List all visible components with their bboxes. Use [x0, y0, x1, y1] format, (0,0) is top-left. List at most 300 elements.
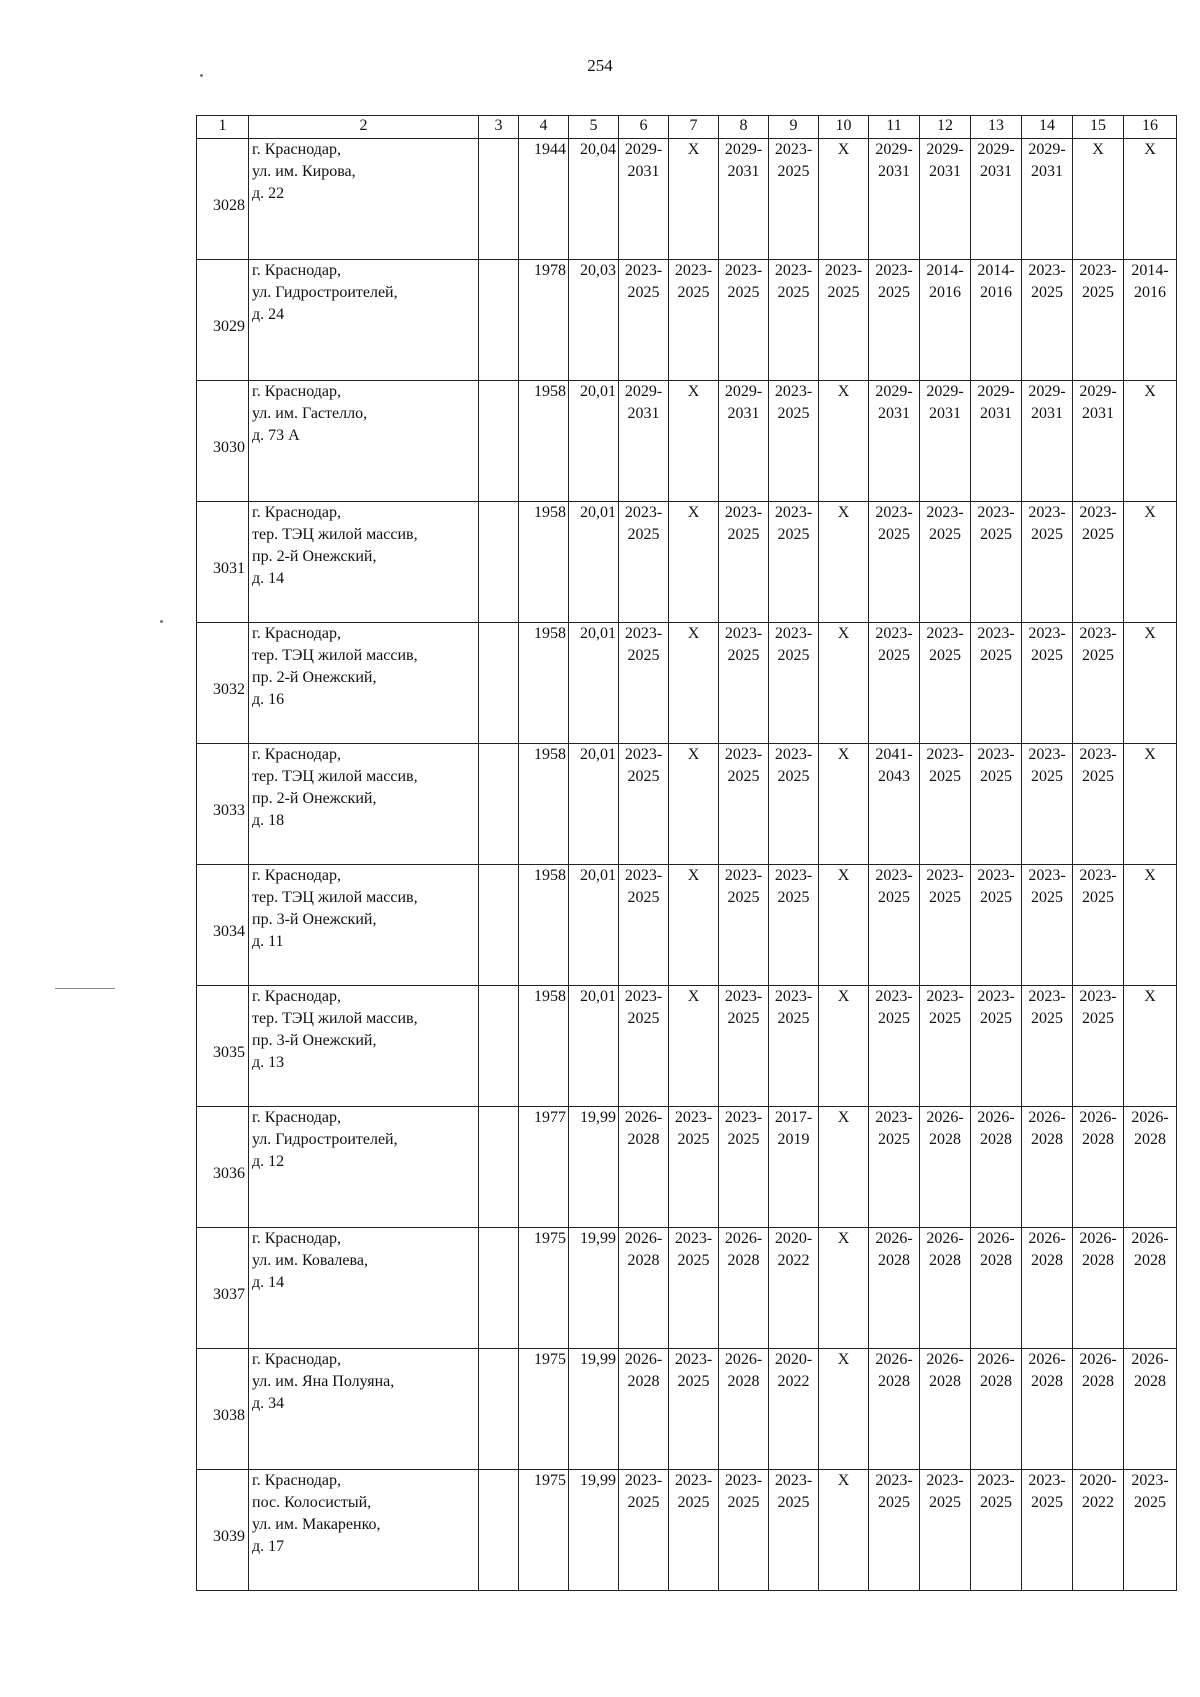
period-line: 2028: [1031, 1131, 1063, 1148]
period-line: 2023-: [674, 262, 713, 279]
period-cell: [1073, 623, 1124, 744]
table-row: [197, 1470, 1177, 1591]
period-line: 2023-: [1028, 867, 1066, 884]
period-cell: [1073, 986, 1124, 1107]
row-number: 3037: [197, 1228, 249, 1349]
period-line: 2025: [980, 768, 1012, 785]
address-line: ул. им. Макаренко,: [252, 1516, 381, 1533]
address-line: тер. ТЭЦ жилой массив,: [252, 768, 418, 785]
address-line: д. 22: [252, 185, 285, 202]
period-cell: [1022, 1228, 1073, 1349]
period-line: 2025: [777, 405, 810, 422]
row-number: 3032: [197, 623, 249, 744]
period-line: 2025: [777, 889, 810, 906]
period-line: 2028: [727, 1252, 760, 1269]
period-line: 2019: [777, 1131, 810, 1148]
period-cell: [1124, 744, 1177, 865]
period-line: 2026-: [1079, 1351, 1117, 1368]
period-line: 2025: [627, 889, 660, 906]
period-line: 2014-: [977, 262, 1015, 279]
period-line: Х: [687, 746, 700, 763]
period-line: 2023-: [875, 1472, 913, 1489]
period-line: 2025: [878, 1010, 910, 1027]
period-line: 2025: [980, 889, 1012, 906]
period-cell: [971, 986, 1022, 1107]
period-line: 2029-: [1028, 141, 1066, 158]
column-header: 11: [869, 116, 920, 139]
period-line: 2023-: [1079, 746, 1117, 763]
period-cell: [669, 381, 719, 502]
address-line: д. 17: [252, 1538, 285, 1555]
page-number: 254: [587, 56, 613, 75]
year-built-cell: 1958: [519, 865, 569, 986]
period-cell: [619, 1228, 669, 1349]
address-cell: [249, 139, 479, 260]
address-cell: [249, 1349, 479, 1470]
period-cell: [920, 260, 971, 381]
period-line: 2026-: [1131, 1230, 1169, 1247]
column-header: 12: [920, 116, 971, 139]
period-cell: [619, 1470, 669, 1591]
table-row: [197, 1228, 1177, 1349]
cell-col3: [479, 1470, 519, 1591]
period-line: Х: [1144, 504, 1156, 521]
period-cell: [669, 260, 719, 381]
address-line: пр. 2-й Онежский,: [252, 790, 377, 807]
period-line: 2023-: [1028, 746, 1066, 763]
period-line: 2023-: [624, 262, 663, 279]
period-line: 2029-: [977, 141, 1015, 158]
table-row: [197, 865, 1177, 986]
period-cell: [920, 381, 971, 502]
period-line: 2031: [1082, 405, 1114, 422]
address-cell: [249, 623, 479, 744]
period-line: 2031: [1031, 405, 1063, 422]
period-line: 2025: [727, 284, 760, 301]
period-line: 2026-: [926, 1109, 964, 1126]
period-line: 2025: [878, 526, 910, 543]
value-cell: 20,03: [569, 260, 619, 381]
period-cell: [719, 623, 769, 744]
period-cell: [1022, 1349, 1073, 1470]
period-cell: [1022, 1107, 1073, 1228]
column-header: 9: [769, 116, 819, 139]
period-line: 2020-: [1079, 1472, 1117, 1489]
period-line: 2026-: [1131, 1109, 1169, 1126]
period-cell: [920, 623, 971, 744]
period-line: 2031: [727, 163, 760, 180]
period-line: 2025: [777, 284, 810, 301]
period-cell: [920, 744, 971, 865]
period-line: 2020-: [774, 1351, 813, 1368]
period-cell: [920, 986, 971, 1107]
period-cell: [619, 865, 669, 986]
period-line: 2023-: [926, 504, 964, 521]
period-cell: [971, 1470, 1022, 1591]
row-number: 3039: [197, 1470, 249, 1591]
period-line: 2029-: [926, 141, 964, 158]
period-line: 2025: [878, 284, 910, 301]
period-line: 2023-: [977, 625, 1015, 642]
period-line: 2031: [980, 163, 1012, 180]
address-line: д. 16: [252, 691, 285, 708]
period-cell: [1022, 986, 1073, 1107]
period-line: 2014-: [926, 262, 964, 279]
cell-col3: [479, 623, 519, 744]
address-line: тер. ТЭЦ жилой массив,: [252, 526, 418, 543]
address-cell: [249, 260, 479, 381]
period-line: Х: [687, 867, 700, 884]
period-cell: [971, 1349, 1022, 1470]
period-cell: [1073, 260, 1124, 381]
period-line: 2025: [627, 1010, 660, 1027]
address-line: пос. Колосистый,: [252, 1494, 372, 1511]
period-line: 2023-: [724, 1109, 763, 1126]
period-line: 2029-: [624, 141, 663, 158]
address-line: д. 14: [252, 570, 285, 587]
period-line: Х: [837, 383, 850, 400]
period-line: 2025: [980, 647, 1012, 664]
period-cell: [819, 381, 869, 502]
period-cell: [619, 1107, 669, 1228]
period-cell: [920, 1228, 971, 1349]
address-line: г. Краснодар,: [252, 504, 341, 521]
period-line: 2029-: [977, 383, 1015, 400]
period-cell: [1022, 1470, 1073, 1591]
period-line: 2025: [1082, 1010, 1114, 1027]
period-line: 2025: [929, 768, 961, 785]
value-cell: 20,01: [569, 744, 619, 865]
period-line: 2025: [980, 1494, 1012, 1511]
address-line: ул. им. Гастелло,: [252, 405, 368, 422]
period-line: 2026-: [977, 1109, 1015, 1126]
period-line: 2026-: [926, 1230, 964, 1247]
period-line: 2026-: [875, 1351, 913, 1368]
address-line: д. 24: [252, 306, 285, 323]
period-cell: [769, 744, 819, 865]
column-header: 4: [519, 116, 569, 139]
address-line: тер. ТЭЦ жилой массив,: [252, 647, 418, 664]
period-cell: [769, 865, 819, 986]
period-line: 2025: [878, 889, 910, 906]
period-cell: [971, 139, 1022, 260]
year-built-cell: 1958: [519, 744, 569, 865]
period-cell: [819, 1228, 869, 1349]
value-cell: 19,99: [569, 1470, 619, 1591]
period-cell: [819, 1107, 869, 1228]
address-line: пр. 3-й Онежский,: [252, 1032, 377, 1049]
period-line: 2025: [1082, 889, 1114, 906]
period-line: 2025: [1031, 284, 1063, 301]
period-line: 2029-: [724, 383, 763, 400]
period-line: 2025: [929, 647, 961, 664]
period-line: 2023-: [724, 262, 763, 279]
value-cell: 20,01: [569, 381, 619, 502]
period-cell: [869, 744, 920, 865]
period-cell: [619, 986, 669, 1107]
period-cell: [769, 1228, 819, 1349]
period-line: 2025: [980, 1010, 1012, 1027]
period-line: 2026-: [977, 1230, 1015, 1247]
address-cell: [249, 1228, 479, 1349]
period-line: 2028: [1031, 1252, 1063, 1269]
row-number: 3033: [197, 744, 249, 865]
period-line: 2023-: [774, 141, 813, 158]
period-line: Х: [1144, 746, 1156, 763]
table-row: [197, 1107, 1177, 1228]
row-number: 3038: [197, 1349, 249, 1470]
column-header: 13: [971, 116, 1022, 139]
period-line: 2025: [627, 284, 660, 301]
period-line: 2023-: [724, 1472, 763, 1489]
period-cell: [920, 865, 971, 986]
year-built-cell: 1958: [519, 623, 569, 744]
period-cell: [669, 986, 719, 1107]
period-line: 2028: [980, 1131, 1012, 1148]
period-cell: [869, 381, 920, 502]
address-line: д. 73 А: [252, 427, 300, 444]
period-cell: [669, 1470, 719, 1591]
column-header: 7: [669, 116, 719, 139]
period-cell: [669, 865, 719, 986]
period-line: 2029-: [624, 383, 663, 400]
period-line: 2029-: [1028, 383, 1066, 400]
period-cell: [669, 1349, 719, 1470]
scan-margin-mark: [55, 988, 115, 989]
column-number-row: [197, 116, 1177, 139]
period-cell: [1073, 1228, 1124, 1349]
value-cell: 20,01: [569, 986, 619, 1107]
period-line: 2025: [677, 1131, 710, 1148]
period-line: 2023-: [774, 1472, 813, 1489]
period-cell: [719, 502, 769, 623]
period-line: 2026-: [624, 1351, 663, 1368]
table-row: [197, 623, 1177, 744]
column-header: 6: [619, 116, 669, 139]
address-line: ул. Гидростроителей,: [252, 1131, 398, 1148]
address-line: ул. Гидростроителей,: [252, 284, 398, 301]
period-cell: [719, 744, 769, 865]
period-cell: [869, 623, 920, 744]
period-line: 2025: [1082, 526, 1114, 543]
period-line: Х: [687, 141, 700, 158]
address-line: д. 11: [252, 933, 284, 950]
period-line: 2023-: [674, 1230, 713, 1247]
period-line: 2023-: [977, 1472, 1015, 1489]
period-line: 2029-: [926, 383, 964, 400]
period-line: 2023-: [624, 1472, 663, 1489]
period-cell: [1124, 1228, 1177, 1349]
period-cell: [819, 623, 869, 744]
period-line: 2023-: [774, 625, 813, 642]
period-line: 2023-: [724, 746, 763, 763]
period-cell: [1124, 381, 1177, 502]
period-line: 2026-: [624, 1109, 663, 1126]
table-row: [197, 744, 1177, 865]
period-line: 2031: [878, 163, 910, 180]
cell-col3: [479, 139, 519, 260]
period-cell: [971, 744, 1022, 865]
period-cell: [719, 865, 769, 986]
period-cell: [669, 1107, 719, 1228]
period-cell: [1073, 1470, 1124, 1591]
period-line: 2025: [777, 163, 810, 180]
period-line: 2026-: [1079, 1109, 1117, 1126]
period-line: 2016: [1134, 284, 1166, 301]
period-line: 2023-: [926, 625, 964, 642]
address-cell: [249, 744, 479, 865]
period-cell: [1124, 986, 1177, 1107]
period-cell: [1022, 139, 1073, 260]
period-line: 2028: [878, 1252, 910, 1269]
period-line: 2031: [1031, 163, 1063, 180]
period-line: Х: [837, 988, 850, 1005]
period-line: 2025: [827, 284, 860, 301]
period-cell: [1124, 1470, 1177, 1591]
period-cell: [920, 1470, 971, 1591]
period-line: 2028: [1134, 1373, 1166, 1390]
period-line: 2025: [777, 647, 810, 664]
period-line: 2026-: [1079, 1230, 1117, 1247]
value-cell: 20,01: [569, 865, 619, 986]
period-cell: [869, 139, 920, 260]
period-line: 2031: [929, 163, 961, 180]
period-line: 2025: [1082, 647, 1114, 664]
period-line: 2029-: [875, 141, 913, 158]
period-line: 2029-: [875, 383, 913, 400]
value-cell: 19,99: [569, 1349, 619, 1470]
period-cell: [971, 381, 1022, 502]
period-line: 2016: [980, 284, 1012, 301]
year-built-cell: 1975: [519, 1470, 569, 1591]
period-line: 2031: [627, 163, 660, 180]
period-line: 2020-: [774, 1230, 813, 1247]
address-line: тер. ТЭЦ жилой массив,: [252, 889, 418, 906]
period-line: 2029-: [724, 141, 763, 158]
period-line: 2031: [980, 405, 1012, 422]
period-cell: [769, 1470, 819, 1591]
period-line: 2026-: [977, 1351, 1015, 1368]
value-cell: 20,04: [569, 139, 619, 260]
period-cell: [1124, 1107, 1177, 1228]
period-cell: [669, 744, 719, 865]
period-line: 2023-: [1131, 1472, 1169, 1489]
period-line: 2023-: [824, 262, 863, 279]
period-line: 2023-: [774, 262, 813, 279]
period-cell: [869, 1228, 920, 1349]
address-line: г. Краснодар,: [252, 383, 341, 400]
register-table: [196, 115, 1177, 1591]
period-cell: [769, 623, 819, 744]
period-cell: [971, 623, 1022, 744]
period-line: Х: [1092, 141, 1104, 158]
period-line: Х: [837, 1472, 850, 1489]
period-line: 2023-: [724, 988, 763, 1005]
period-cell: [769, 986, 819, 1107]
period-line: 2025: [627, 526, 660, 543]
address-line: д. 34: [252, 1395, 285, 1412]
table-row: [197, 381, 1177, 502]
address-line: д. 13: [252, 1054, 285, 1071]
period-cell: [619, 502, 669, 623]
period-line: 2025: [777, 1010, 810, 1027]
period-cell: [1073, 1107, 1124, 1228]
period-cell: [869, 986, 920, 1107]
period-line: 2026-: [624, 1230, 663, 1247]
table-row: [197, 502, 1177, 623]
period-line: 2026-: [1028, 1230, 1066, 1247]
period-line: Х: [837, 504, 850, 521]
period-line: 2025: [1031, 1010, 1063, 1027]
period-cell: [769, 139, 819, 260]
period-cell: [1022, 381, 1073, 502]
period-cell: [971, 865, 1022, 986]
period-line: Х: [687, 504, 700, 521]
period-line: 2025: [677, 284, 710, 301]
period-line: 2028: [980, 1252, 1012, 1269]
period-cell: [769, 260, 819, 381]
period-cell: [869, 502, 920, 623]
address-line: г. Краснодар,: [252, 141, 341, 158]
period-line: 2026-: [1028, 1109, 1066, 1126]
column-header: 15: [1073, 116, 1124, 139]
period-line: 2025: [1031, 768, 1063, 785]
period-line: 2028: [929, 1373, 961, 1390]
period-cell: [619, 744, 669, 865]
address-cell: [249, 1107, 479, 1228]
period-line: 2025: [627, 647, 660, 664]
value-cell: 19,99: [569, 1107, 619, 1228]
period-line: 2026-: [926, 1351, 964, 1368]
period-line: Х: [1144, 988, 1156, 1005]
period-line: 2028: [929, 1252, 961, 1269]
cell-col3: [479, 865, 519, 986]
period-cell: [719, 986, 769, 1107]
period-cell: [1022, 623, 1073, 744]
period-cell: [1124, 623, 1177, 744]
year-built-cell: 1944: [519, 139, 569, 260]
period-line: Х: [687, 625, 700, 642]
year-built-cell: 1975: [519, 1228, 569, 1349]
address-line: пр. 3-й Онежский,: [252, 911, 377, 928]
scan-speck: [200, 74, 203, 77]
period-line: 2023-: [977, 867, 1015, 884]
period-line: 2023-: [875, 1109, 913, 1126]
period-line: 2016: [929, 284, 961, 301]
row-number: 3030: [197, 381, 249, 502]
period-cell: [669, 623, 719, 744]
period-line: 2023-: [774, 383, 813, 400]
period-line: 2025: [727, 526, 760, 543]
period-line: 2025: [1082, 284, 1114, 301]
period-line: 2025: [677, 1252, 710, 1269]
period-line: Х: [837, 141, 850, 158]
table-body: [197, 139, 1177, 1591]
period-cell: [669, 139, 719, 260]
period-line: 2031: [929, 405, 961, 422]
address-line: г. Краснодар,: [252, 988, 341, 1005]
period-line: 2023-: [1079, 988, 1117, 1005]
period-line: 2025: [1134, 1494, 1166, 1511]
period-cell: [1124, 865, 1177, 986]
address-line: пр. 2-й Онежский,: [252, 669, 377, 686]
period-line: 2025: [878, 1494, 910, 1511]
column-header: 16: [1124, 116, 1177, 139]
period-line: 2023-: [674, 1351, 713, 1368]
period-cell: [971, 1228, 1022, 1349]
column-header: 3: [479, 116, 519, 139]
period-line: 2023-: [1028, 504, 1066, 521]
